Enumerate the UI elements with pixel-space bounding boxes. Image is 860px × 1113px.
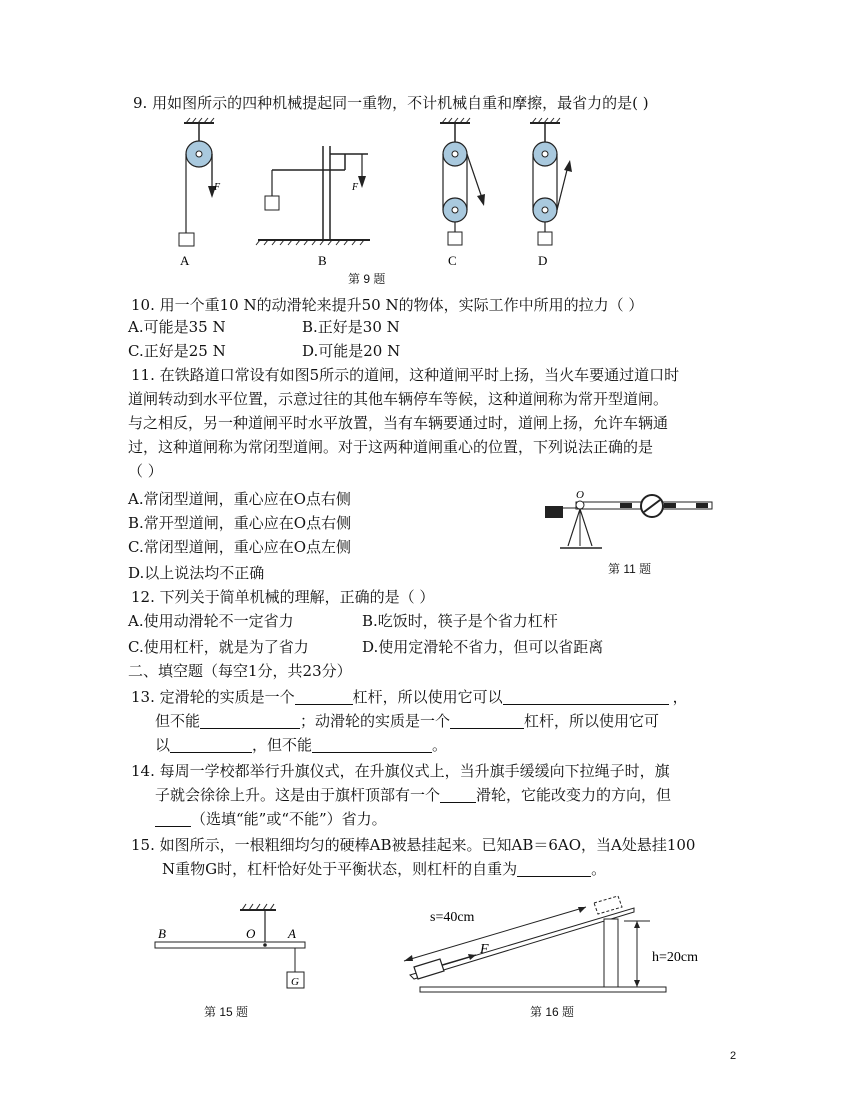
q9-figure <box>170 118 590 268</box>
q13-blank-1[interactable] <box>295 688 353 705</box>
q9-label-b: B <box>318 253 327 268</box>
q11-option-a: A.常闭型道闸，重心应在O点右侧 <box>128 490 351 508</box>
q16-s-label: s=40cm <box>430 910 475 925</box>
q15-caption: 第 15 题 <box>204 1005 249 1019</box>
q15-line-2: N重物G时，杠杆恰好处于平衡状态，则杠杆的自重为 。 <box>162 860 607 878</box>
q11-caption: 第 11 题 <box>608 562 652 576</box>
q9-fig-b <box>256 146 370 245</box>
q15-label-a: A <box>288 926 296 941</box>
q9-label-d: D <box>538 253 548 268</box>
q9-stem: 9. 用如图所示的四种机械提起同一重物，不计机械自重和摩擦，最省力的是( ) <box>133 94 649 112</box>
q11-option-d: D.以上说法均不正确 <box>128 564 265 582</box>
q12-option-b: B.吃饭时，筷子是个省力杠杆 <box>362 612 558 630</box>
q15-line-1: 15. 如图所示，一根粗细均匀的硬棒AB被悬挂起来。已知AB＝6AO，当A处悬挂100 <box>131 836 696 854</box>
q10-option-b: B.正好是30 N <box>302 318 400 336</box>
q15-label-o: O <box>246 926 256 941</box>
q9-fig-c <box>440 118 485 245</box>
q11-line-1: 11. 在铁路道口常设有如图5所示的道闸，这种道闸平时上扬，当火车要通过道口时 <box>131 366 680 384</box>
q16-h-label: h=20cm <box>652 950 698 965</box>
q16-force-label: F <box>480 942 489 957</box>
q14-line-2: 子就会徐徐上升。这是由于旗杆顶部有一个 滑轮，它能改变力的方向，但 <box>155 786 672 804</box>
q13-blank-4[interactable] <box>450 712 524 729</box>
q14-line-3: （选填“能”或“不能”）省力。 <box>155 808 387 830</box>
q10-stem: 10. 用一个重10 N的动滑轮来提升50 N的物体，实际工作中所用的拉力（ ） <box>131 296 644 314</box>
q15-figure-lever <box>150 900 320 1000</box>
q13-blank-5[interactable] <box>170 736 252 753</box>
q11-line-4: 过，这种道闸称为常闭型道闸。对于这两种道闸重心的位置，下列说法正确的是 <box>128 438 654 456</box>
q13-line-3: 以 ，但不能 。 <box>155 736 448 754</box>
q11-line-2: 道闸转动到水平位置，示意过往的其他车辆停车等候，这种道闸称为常开型道闸。 <box>128 390 669 408</box>
q16-figure-incline <box>400 895 730 1000</box>
q9-label-a: A <box>180 253 190 268</box>
q13-blank-3[interactable] <box>200 712 300 729</box>
q10-option-a: A.可能是35 N <box>128 318 226 336</box>
q13-line-2: 但不能 ；动滑轮的实质是一个 杠杆，所以使用它可 <box>155 712 660 730</box>
q9-caption: 第 9 题 <box>348 272 386 286</box>
q11-figure-barrier-gate <box>540 486 720 556</box>
q12-option-a: A.使用动滑轮不一定省力 <box>128 612 294 630</box>
q13-line-1: 13. 定滑轮的实质是一个 杠杆，所以使用它可以 ， <box>131 688 688 706</box>
q14-blank-1[interactable] <box>440 786 476 803</box>
q12-stem: 12. 下列关于简单机械的理解，正确的是（ ） <box>131 588 435 606</box>
q9-fig-a <box>179 118 216 246</box>
q9-label-c: C <box>448 253 457 268</box>
q9-fig-d <box>530 118 572 245</box>
page-number: 2 <box>730 1050 737 1062</box>
q13-blank-6[interactable] <box>312 736 432 753</box>
q13-blank-2[interactable] <box>503 688 669 705</box>
q11-line-5: （ ） <box>128 462 163 480</box>
q14-blank-2[interactable] <box>155 810 191 827</box>
q12-option-c: C.使用杠杆，就是为了省力 <box>128 638 309 656</box>
q11-option-c: C.常闭型道闸，重心应在O点左侧 <box>128 538 352 556</box>
q11-pivot-label: O <box>576 489 584 501</box>
q16-caption: 第 16 题 <box>530 1005 575 1019</box>
q15-blank-1[interactable] <box>517 860 591 877</box>
q9-force-label-b: F <box>352 182 359 193</box>
q10-option-d: D.可能是20 N <box>302 342 401 360</box>
q10-option-c: C.正好是25 N <box>128 342 226 360</box>
q15-label-g: G <box>291 976 299 988</box>
q11-line-3: 与之相反，另一种道闸平时水平放置，当有车辆要通过时，道闸上扬，允许车辆通 <box>128 414 669 432</box>
q9-force-label-a: F <box>214 182 221 193</box>
q11-option-b: B.常开型道闸，重心应在O点右侧 <box>128 514 352 532</box>
q14-line-1: 14. 每周一学校都举行升旗仪式，在升旗仪式上，当升旗手缓缓向下拉绳子时，旗 <box>131 762 670 780</box>
q12-option-d: D.使用定滑轮不省力，但可以省距离 <box>362 638 604 656</box>
q15-label-b: B <box>158 926 166 941</box>
section-2-title: 二、填空题（每空1分，共23分） <box>128 662 352 680</box>
